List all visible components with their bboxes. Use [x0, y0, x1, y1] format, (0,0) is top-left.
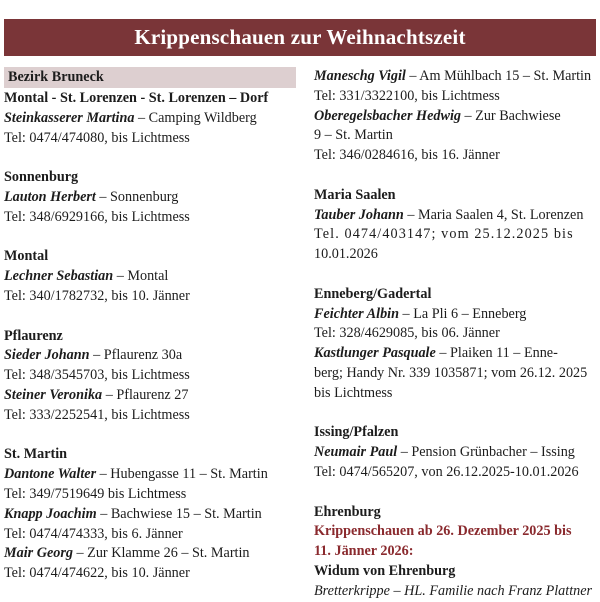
section-heading-enneberg: Enneberg/Gadertal	[314, 285, 432, 302]
entry-name: Oberegelsbacher Hedwig	[314, 107, 461, 124]
listing-entry	[4, 544, 296, 564]
entry-place: – Pflaurenz 27	[102, 386, 189, 403]
entry-name: Neumair Paul	[314, 444, 398, 461]
entry-name: Mair Georg	[4, 545, 73, 562]
entry-place: – Bachwiese 15 – St. Martin	[96, 505, 262, 522]
entry-tel: Tel: 340/1782732, bis 10. Jänner	[4, 287, 190, 304]
section-heading-pflaurenz: Pflaurenz	[4, 327, 63, 344]
left-column	[4, 67, 296, 584]
entry-place: – Camping Wildberg	[134, 109, 257, 126]
entry-name: Steiner Veronika	[4, 386, 103, 403]
entry-tel: Tel: 346/0284616, bis 16. Jänner	[314, 147, 500, 164]
entry-tel: Tel: 0474/474333, bis 6. Jänner	[4, 525, 183, 542]
entry-place: – Montal	[113, 268, 169, 285]
entry-place-continued: berg; Handy Nr. 339 1035871; vom 26.12. 2025	[314, 364, 588, 381]
entry-name: Lechner Sebastian	[4, 268, 114, 285]
venue-heading: Widum von Ehrenburg	[314, 562, 456, 579]
entry-tel: Tel: 0474/474622, bis 10. Jänner	[4, 565, 190, 582]
entry-place: – Pension Grünbacher – Issing	[397, 444, 575, 461]
entry-place: – Hubengasse 11 – St. Martin	[96, 466, 268, 483]
entry-name: Sieder Johann	[4, 347, 90, 364]
listing-entry	[4, 386, 296, 406]
venue-description: Bretterkrippe – HL. Familie nach Franz Plattner	[314, 582, 593, 599]
entry-place: – Zur Bachwiese	[460, 107, 561, 124]
listing-entry	[4, 109, 296, 129]
listing-entry	[4, 188, 296, 208]
entry-place: – Sonnenburg	[95, 188, 179, 205]
entry-tel-continued: bis Lichtmess	[314, 384, 393, 401]
section-heading-st-martin: St. Martin	[4, 446, 68, 463]
entry-name: Steinkasserer Martina	[4, 109, 135, 126]
listing-entry	[314, 107, 600, 127]
entry-tel: Tel: 348/3545703, bis Lichtmess	[4, 367, 190, 384]
entry-place: – Am Mühlbach 15 – St. Martin	[405, 68, 592, 84]
listing-entry	[4, 505, 296, 525]
listing-entry	[4, 346, 296, 366]
entry-name: Feichter Albin	[314, 305, 399, 322]
section-heading-issing: Issing/Pfalzen	[314, 424, 399, 441]
notice-text: Krippenschauen ab 26. Dezember 2025 bis	[314, 523, 572, 540]
listing-entry	[314, 305, 600, 325]
entry-tel: Tel: 331/3322100, bis Lichtmess	[314, 87, 500, 104]
entry-place: – Pflaurenz 30a	[89, 347, 183, 364]
right-column	[314, 67, 600, 602]
entry-tel: Tel. 0474/403147; vom 25.12.2025 bis	[314, 226, 574, 243]
entry-place: – La Pli 6 – Enneberg	[399, 305, 527, 322]
notice-text-continued: 11. Jänner 2026:	[314, 543, 414, 560]
page-title-banner	[4, 19, 596, 56]
entry-place: – Maria Saalen 4, St. Lorenzen	[403, 206, 584, 223]
entry-name: Dantone Walter	[4, 466, 97, 483]
listing-entry	[4, 465, 296, 485]
entry-tel-continued: 10.01.2026	[314, 246, 378, 263]
entry-tel: Tel: 333/2252541, bis Lichtmess	[4, 406, 190, 423]
section-heading-ehrenburg: Ehrenburg	[314, 503, 381, 520]
entry-tel: Tel: 0474/474080, bis Lichtmess	[4, 129, 190, 146]
entry-place: – Plaiken 11 – Enne-	[435, 345, 558, 362]
entry-name: Tauber Johann	[314, 206, 404, 223]
entry-name: Maneschg Vigil	[314, 68, 406, 84]
section-heading-sonnenburg: Sonnenburg	[4, 169, 79, 186]
entry-name: Knapp Joachim	[4, 505, 97, 522]
listing-entry	[314, 344, 600, 364]
district-heading: Bezirk Bruneck	[4, 67, 296, 88]
section-heading-montal: Montal	[4, 248, 49, 265]
entry-tel: Tel: 0474/565207, von 26.12.2025-10.01.2026	[314, 463, 579, 480]
route-heading: Montal - St. Lorenzen - St. Lorenzen – Dorf	[4, 90, 269, 106]
listing-entry	[314, 206, 600, 226]
entry-name: Lauton Herbert	[4, 188, 96, 205]
entry-place-continued: 9 – St. Martin	[314, 127, 393, 144]
listing-entry	[314, 67, 600, 87]
entry-tel: Tel: 349/7519649 bis Lichtmess	[4, 485, 187, 502]
listing-entry	[314, 443, 600, 463]
entry-place: – Zur Klamme 26 – St. Martin	[72, 545, 250, 562]
entry-tel: Tel: 328/4629085, bis 06. Jänner	[314, 325, 500, 342]
listing-entry	[4, 267, 296, 287]
entry-tel: Tel: 348/6929166, bis Lichtmess	[4, 208, 190, 225]
page-title: Krippenschauen zur Weihnachtszeit	[134, 24, 466, 49]
section-heading-maria-saalen: Maria Saalen	[314, 186, 396, 203]
entry-name: Kastlunger Pasquale	[314, 345, 436, 362]
